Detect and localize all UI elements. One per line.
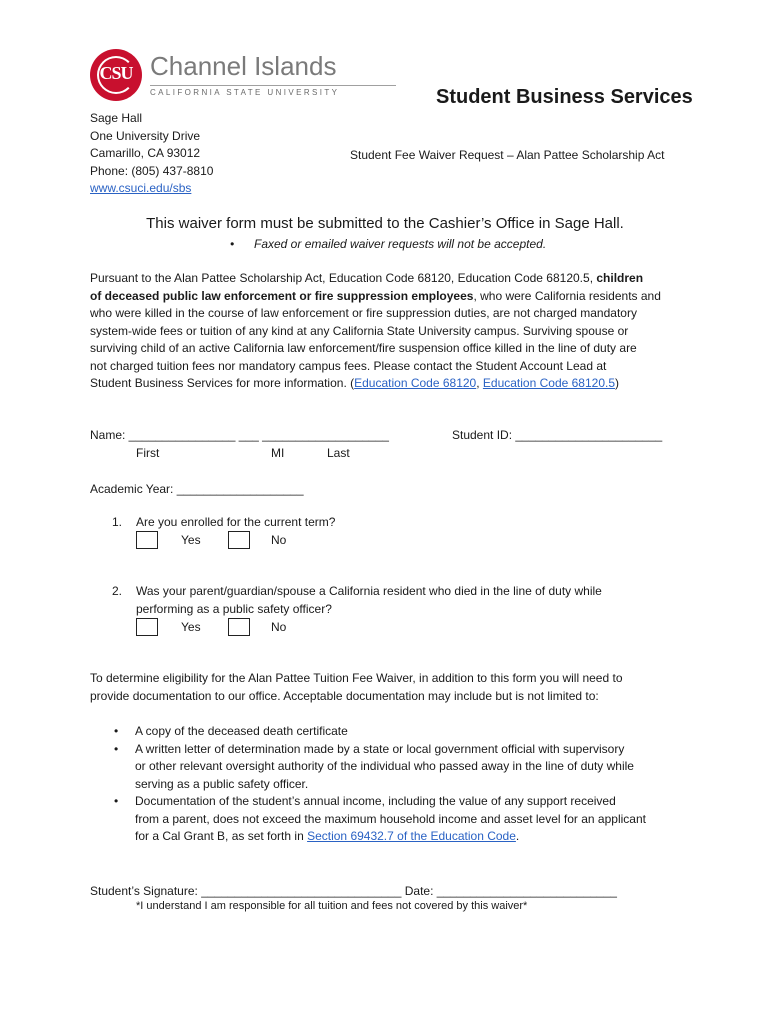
middle-initial-caption: MI bbox=[271, 446, 285, 460]
section-69432-7-link[interactable]: Section 69432.7 of the Education Code bbox=[307, 829, 516, 843]
logo-name: Channel Islands bbox=[150, 51, 337, 81]
q2-yes-label: Yes bbox=[181, 620, 201, 634]
question-1-text: Are you enrolled for the current term? bbox=[136, 515, 336, 529]
q1-no-checkbox[interactable] bbox=[228, 531, 250, 549]
q2-yes-checkbox[interactable] bbox=[136, 618, 158, 636]
q2-no-checkbox[interactable] bbox=[228, 618, 250, 636]
last-name-caption: Last bbox=[327, 446, 350, 460]
submission-notice: This waiver form must be submitted to the Cashier’s Office in Sage Hall. bbox=[146, 215, 624, 232]
education-code-68120-5-link[interactable]: Education Code 68120.5 bbox=[482, 376, 616, 390]
signature-date-field[interactable]: Student’s Signature: ______________________________ Date: ___________________________ bbox=[90, 884, 617, 898]
address-line: Sage Hall bbox=[90, 111, 143, 125]
q1-yes-checkbox[interactable] bbox=[136, 531, 158, 549]
phone-number: Phone: (805) 437-8810 bbox=[90, 163, 214, 178]
question-number: 1. bbox=[112, 515, 123, 529]
education-code-68120-link[interactable]: Education Code 68120 bbox=[354, 376, 477, 390]
csuci-logo bbox=[90, 49, 340, 101]
q1-yes-label: Yes bbox=[181, 533, 201, 547]
office-title: Student Business Services bbox=[436, 86, 693, 108]
question-2-text: Was your parent/guardian/spouse a California resident who died in the line of duty while bbox=[136, 584, 602, 598]
q1-no-label: No bbox=[271, 533, 287, 547]
eligibility-text: To determine eligibility for the Alan Pattee Tuition Fee Waiver, in addition to this form you will need to provide documentation to our office. Acceptable documentation may include but is not limited to: bbox=[90, 671, 623, 703]
policy-paragraph: Pursuant to the Alan Pattee Scholarship Act, Education Code 68120, Education Code 68120.5, children of deceased public law enforcement or fire suppression employees, who were California residents and who were killed in the course of law enforcement or fire suppression duties, are not charged mandatory system-wide fees or tuition of any kind at any California State University campus. Surviving spouse or surviving child of an active California law enforcement/fire suspension office killed in the line of duty are not charged tuition fees nor mandatory campus fees. Please contact the Student Account Lead at Student Business Services for more information. (Education Code 68120, Education Code 68120.5) bbox=[90, 271, 661, 390]
list-item: • A copy of the deceased death certificate bbox=[90, 723, 646, 741]
address-block bbox=[90, 110, 213, 198]
notice-bullet: • Faxed or emailed waiver requests will not be accepted. bbox=[230, 237, 547, 251]
logo-subtitle: CALIFORNIA STATE UNIVERSITY bbox=[150, 88, 340, 97]
list-item: • Documentation of the student’s annual income, including the value of any support received from a parent, does not exceed the maximum household income and asset level for an applicant for a Cal Grant B, as set forth in Section 69432.7 of the Education Code. bbox=[90, 793, 646, 846]
website-link[interactable]: www.csuci.edu/sbs bbox=[90, 181, 192, 195]
documentation-list bbox=[90, 723, 646, 846]
csu-seal-icon: CSU bbox=[90, 49, 142, 101]
student-id-field[interactable]: Student ID: ______________________ bbox=[452, 428, 663, 442]
address-line: Camarillo, CA 93012 bbox=[90, 146, 201, 160]
list-item: • A written letter of determination made by a state or local government official with supervisory or other relevant oversight authority of the individual who passed away in the line of duty while serving as a public safety officer. bbox=[90, 741, 646, 794]
form-title: Student Fee Waiver Request – Alan Pattee Scholarship Act bbox=[350, 148, 665, 162]
question-number: 2. bbox=[112, 584, 123, 598]
first-name-caption: First bbox=[136, 446, 160, 460]
question-2-text-cont: performing as a public safety officer? bbox=[136, 602, 332, 616]
name-field[interactable]: Name: ________________ ___ ___________________ bbox=[90, 428, 389, 442]
q2-no-label: No bbox=[271, 620, 287, 634]
academic-year-field[interactable]: Academic Year: ___________________ bbox=[90, 482, 304, 496]
address-line: One University Drive bbox=[90, 128, 201, 143]
waiver-disclaimer: *I understand I am responsible for all tuition and fees not covered by this waiver* bbox=[136, 900, 528, 912]
